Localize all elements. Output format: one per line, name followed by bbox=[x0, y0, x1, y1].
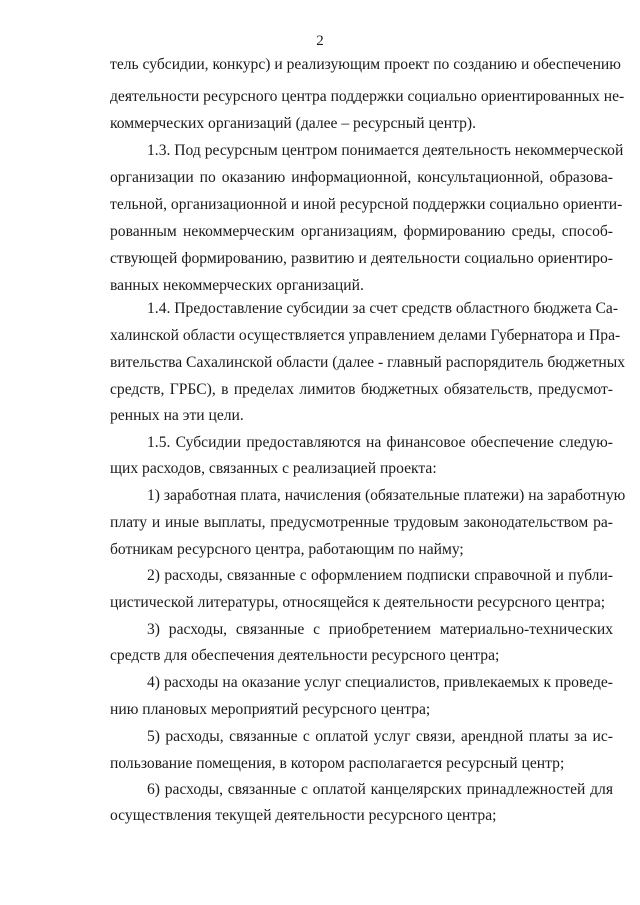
text-line: осуществления текущей деятельности ресурсного центра; bbox=[110, 807, 497, 824]
text-line: ренных на эти цели. bbox=[110, 407, 244, 424]
text-line: 2) расходы, связанные с оформлением подписки справочной и публи- bbox=[147, 567, 613, 584]
text-line: тель субсидии, конкурс) и реализующим проект по созданию и обеспечению bbox=[110, 56, 621, 73]
text-line: 3) расходы, связанные с приобретением материально-технических bbox=[147, 621, 613, 638]
text-line: средств, ГРБС), в пределах лимитов бюджетных обязательств, предусмот- bbox=[110, 381, 613, 398]
text-line: 1.4. Предоставление субсидии за счет средств областного бюджета Са- bbox=[147, 300, 619, 317]
page-number: 2 bbox=[316, 33, 324, 49]
text-line: вительства Сахалинской области (далее - главный распорядитель бюджетных bbox=[110, 354, 626, 371]
text-line: 6) расходы, связанные с оплатой канцелярских принадлежностей для bbox=[147, 781, 613, 798]
text-line: халинской области осуществляется управлением делами Губернатора и Пра- bbox=[110, 327, 621, 344]
text-line: коммерческих организаций (далее – ресурсный центр). bbox=[110, 115, 476, 132]
text-line: организации по оказанию информационной, консультационной, образова- bbox=[110, 169, 613, 186]
text-line: 4) расходы на оказание услуг специалистов, привлекаемых к проведе- bbox=[147, 674, 613, 691]
text-line: 1) заработная плата, начисления (обязательные платежи) на заработную bbox=[147, 487, 626, 504]
text-line: 1.3. Под ресурсным центром понимается деятельность некоммерческой bbox=[147, 142, 624, 159]
text-line: ванных некоммерческих организаций. bbox=[110, 277, 364, 294]
text-line: ботникам ресурсного центра, работающим по найму; bbox=[110, 541, 464, 558]
text-line: 5) расходы, связанные с оплатой услуг связи, арендной платы за ис- bbox=[147, 728, 613, 745]
text-line: 1.5. Субсидии предоставляются на финансовое обеспечение следую- bbox=[147, 434, 613, 451]
text-line: тельной, организационной и иной ресурсной поддержки социально ориенти- bbox=[110, 196, 623, 213]
text-line: плату и иные выплаты, предусмотренные трудовым законодательством ра- bbox=[110, 514, 613, 531]
text-line: нию плановых мероприятий ресурсного центра; bbox=[110, 701, 431, 718]
text-line: пользование помещения, в котором располагается ресурсный центр; bbox=[110, 755, 565, 772]
text-line: щих расходов, связанных с реализацией проекта: bbox=[110, 460, 437, 477]
text-line: цистической литературы, относящейся к деятельности ресурсного центра; bbox=[110, 594, 606, 611]
text-line: рованным некоммерческим организациям, формированию среды, способ- bbox=[110, 223, 613, 240]
text-line: ствующей формированию, развитию и деятельности социально ориентиро- bbox=[110, 250, 613, 267]
text-line: деятельности ресурсного центра поддержки социально ориентированных не- bbox=[110, 88, 625, 105]
text-line: средств для обеспечения деятельности ресурсного центра; bbox=[110, 647, 500, 664]
